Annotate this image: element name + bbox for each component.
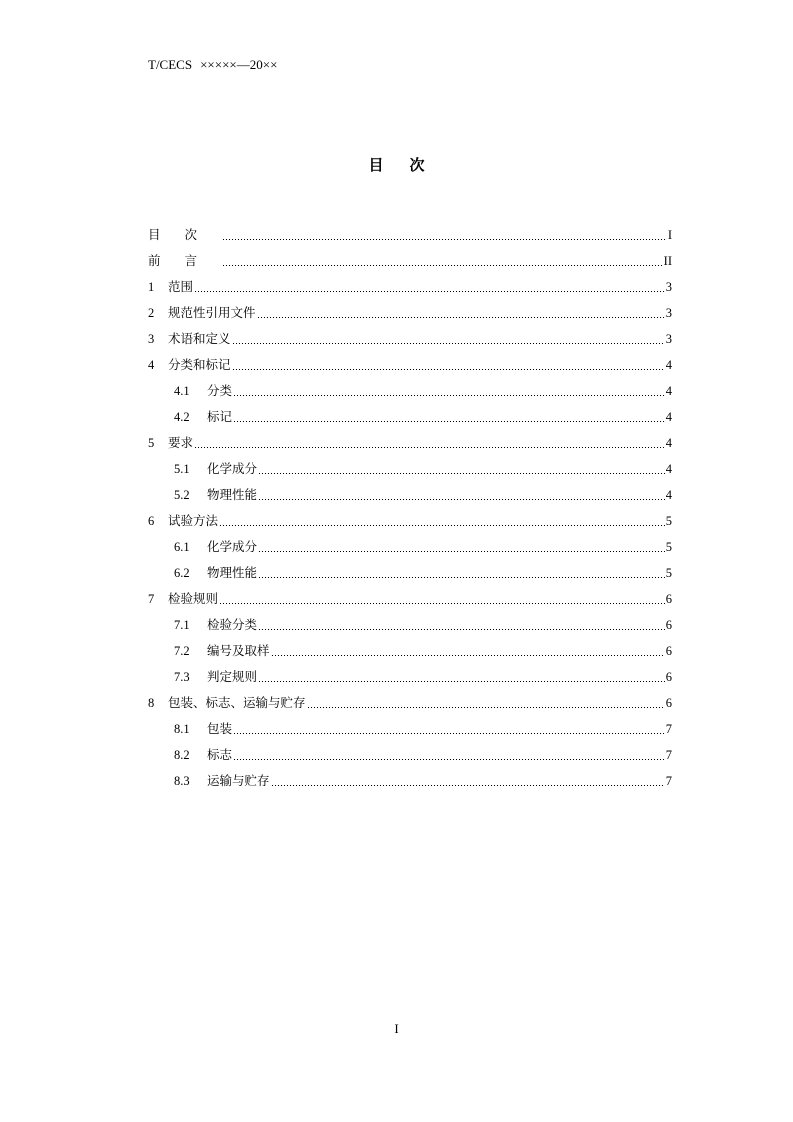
- toc-entry[interactable]: [148, 586, 672, 612]
- toc-entry-title: 前言: [148, 252, 222, 268]
- toc-entry-page: 6: [665, 695, 672, 710]
- toc-entry-number: 4.1: [174, 383, 190, 398]
- toc-entry[interactable]: [148, 430, 672, 456]
- toc-entry-number: 7.1: [174, 617, 190, 632]
- toc-entry-title: 检验规则: [168, 590, 219, 606]
- toc-entry-title: 分类和标记: [168, 356, 231, 372]
- toc-entry-page: 6: [665, 669, 672, 684]
- toc-entry-number: 5.1: [174, 461, 190, 476]
- toc-entry-number: 7.2: [174, 643, 190, 658]
- toc-entry-page: 5: [665, 565, 672, 580]
- toc-dot-leader: [233, 421, 665, 422]
- toc-entry-number: 8.2: [174, 747, 190, 762]
- toc-entry-number: 8: [148, 695, 155, 710]
- page-number: I: [394, 1021, 399, 1036]
- page-header: [148, 57, 277, 73]
- toc-dot-leader: [222, 239, 667, 240]
- toc-entry[interactable]: [148, 560, 672, 586]
- toc-entry-number: 4: [148, 357, 155, 372]
- toc-dot-leader: [219, 603, 665, 604]
- table-of-contents: [148, 222, 672, 794]
- toc-entry-number: 7.3: [174, 669, 190, 684]
- toc-entry-number: 6.2: [174, 565, 190, 580]
- toc-entry-title: 术语和定义: [168, 330, 231, 346]
- toc-entry-page: I: [667, 227, 672, 242]
- toc-entry-title: 运输与贮存: [207, 772, 270, 788]
- toc-entry[interactable]: [148, 352, 672, 378]
- toc-dot-leader: [232, 369, 665, 370]
- toc-entry-title: 范围: [168, 278, 194, 294]
- toc-entry[interactable]: [148, 482, 672, 508]
- toc-dot-leader: [258, 499, 665, 500]
- toc-entry[interactable]: [148, 274, 672, 300]
- toc-dot-leader: [194, 291, 665, 292]
- toc-dot-leader: [271, 785, 665, 786]
- toc-entry[interactable]: [148, 742, 672, 768]
- toc-dot-leader: [233, 759, 665, 760]
- toc-entry-title: 判定规则: [207, 668, 258, 684]
- toc-entry-number: 6: [148, 513, 155, 528]
- toc-entry-page: 5: [665, 539, 672, 554]
- toc-entry-title: 目次: [148, 226, 222, 242]
- toc-entry-title: 物理性能: [207, 486, 258, 502]
- toc-entry-number: 8.1: [174, 721, 190, 736]
- toc-entry-page: 4: [665, 383, 672, 398]
- toc-entry-page: 6: [665, 617, 672, 632]
- standard-code: ×××××—20××: [200, 57, 278, 72]
- toc-dot-leader: [258, 681, 665, 682]
- toc-entry[interactable]: [148, 508, 672, 534]
- toc-entry-number: 7: [148, 591, 155, 606]
- toc-dot-leader: [194, 447, 665, 448]
- toc-dot-leader: [258, 577, 665, 578]
- toc-entry-number: 3: [148, 331, 155, 346]
- toc-entry-page: 7: [665, 773, 672, 788]
- toc-entry[interactable]: [148, 456, 672, 482]
- toc-entry-number: 6.1: [174, 539, 190, 554]
- toc-dot-leader: [257, 317, 665, 318]
- toc-entry-title: 包装、标志、运输与贮存: [168, 694, 306, 710]
- toc-dot-leader: [219, 525, 665, 526]
- toc-dot-leader: [258, 629, 665, 630]
- toc-dot-leader: [258, 473, 665, 474]
- toc-entry-page: 5: [665, 513, 672, 528]
- toc-entry-page: 6: [665, 591, 672, 606]
- toc-entry[interactable]: [148, 326, 672, 352]
- toc-entry-page: 4: [665, 409, 672, 424]
- toc-entry[interactable]: [148, 222, 672, 248]
- toc-entry-title: 化学成分: [207, 460, 258, 476]
- toc-entry[interactable]: [148, 248, 672, 274]
- toc-entry-title: 化学成分: [207, 538, 258, 554]
- toc-entry-title: 检验分类: [207, 616, 258, 632]
- toc-entry-page: 6: [665, 643, 672, 658]
- toc-entry-number: 1: [148, 279, 155, 294]
- toc-dot-leader: [233, 733, 665, 734]
- toc-dot-leader: [271, 655, 665, 656]
- toc-entry-page: 4: [665, 435, 672, 450]
- toc-entry-page: 7: [665, 721, 672, 736]
- toc-entry-title: 规范性引用文件: [168, 304, 256, 320]
- toc-entry-title: 分类: [207, 382, 233, 398]
- standard-prefix: T/CECS: [148, 57, 193, 72]
- toc-dot-leader: [307, 707, 665, 708]
- toc-entry-page: II: [663, 253, 672, 268]
- toc-dot-leader: [232, 343, 665, 344]
- toc-entry-number: 4.2: [174, 409, 190, 424]
- toc-entry[interactable]: [148, 690, 672, 716]
- toc-entry-title: 标志: [207, 746, 233, 762]
- toc-entry-page: 4: [665, 461, 672, 476]
- toc-entry[interactable]: [148, 638, 672, 664]
- toc-entry[interactable]: [148, 664, 672, 690]
- toc-dot-leader: [233, 395, 665, 396]
- toc-entry-number: 8.3: [174, 773, 190, 788]
- toc-entry[interactable]: [148, 768, 672, 794]
- toc-entry[interactable]: [148, 534, 672, 560]
- toc-entry[interactable]: [148, 378, 672, 404]
- toc-entry-page: 3: [665, 305, 672, 320]
- toc-dot-leader: [258, 551, 665, 552]
- toc-entry-title: 标记: [207, 408, 233, 424]
- toc-entry[interactable]: [148, 300, 672, 326]
- toc-entry-title: 编号及取样: [207, 642, 270, 658]
- toc-entry-title: 包装: [207, 720, 233, 736]
- toc-entry-page: 4: [665, 487, 672, 502]
- toc-entry-number: 5: [148, 435, 155, 450]
- toc-dot-leader: [222, 265, 663, 266]
- toc-entry-page: 4: [665, 357, 672, 372]
- toc-entry-title: 物理性能: [207, 564, 258, 580]
- toc-entry-number: 2: [148, 305, 155, 320]
- toc-entry-number: 5.2: [174, 487, 190, 502]
- toc-entry[interactable]: [148, 716, 672, 742]
- toc-entry[interactable]: [148, 612, 672, 638]
- toc-entry-title: 要求: [168, 434, 194, 450]
- toc-entry-title: 试验方法: [168, 512, 219, 528]
- toc-entry-page: 7: [665, 747, 672, 762]
- toc-entry-page: 3: [665, 279, 672, 294]
- toc-entry-page: 3: [665, 331, 672, 346]
- page-title: 目次: [368, 156, 451, 174]
- toc-entry[interactable]: [148, 404, 672, 430]
